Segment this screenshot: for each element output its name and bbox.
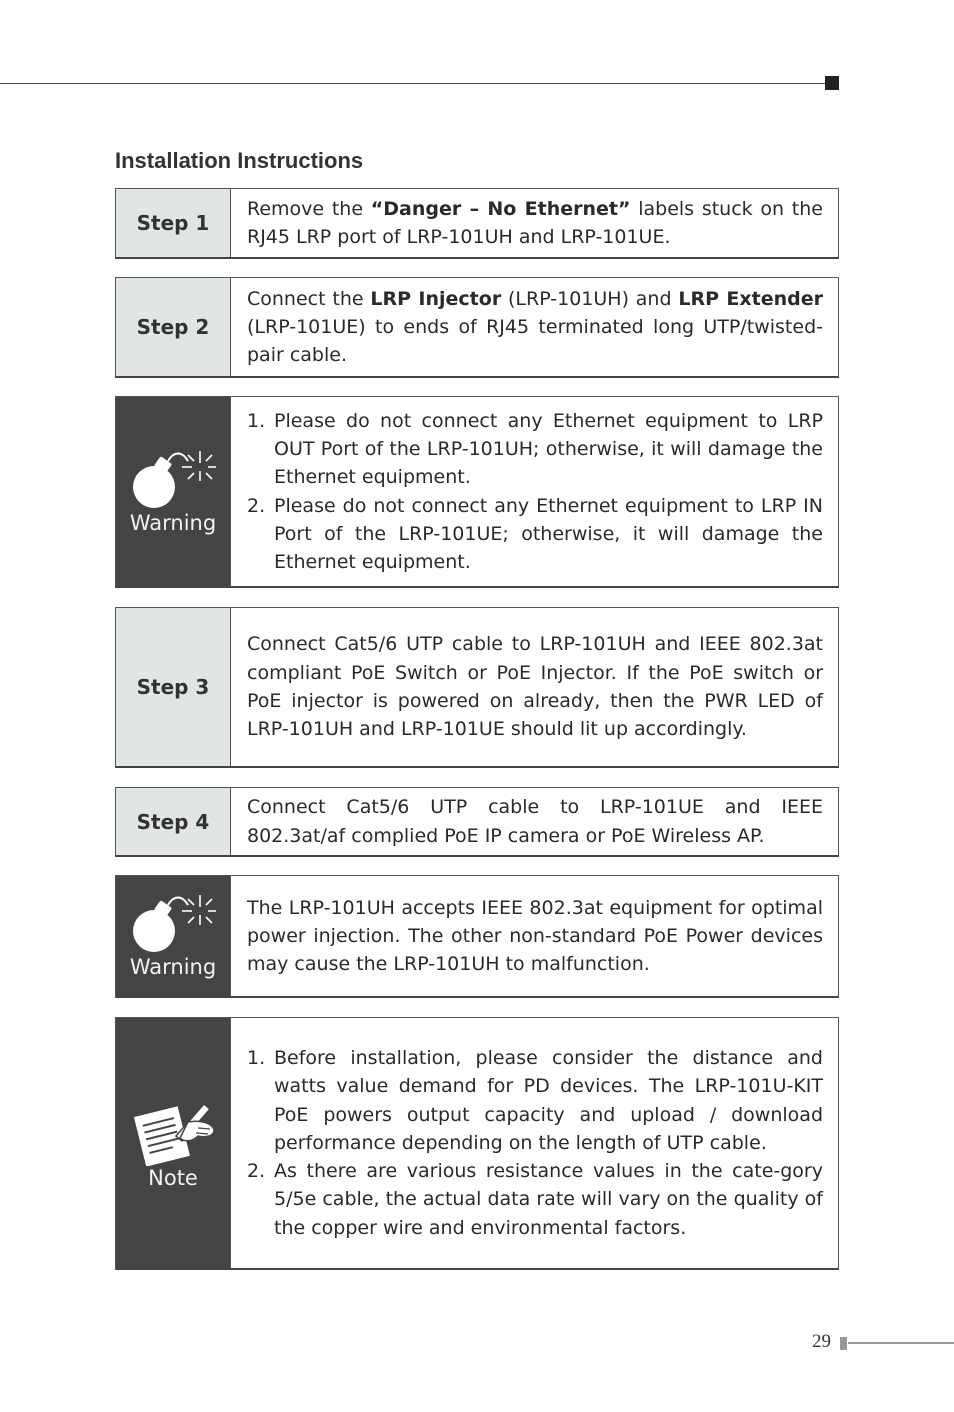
step-3-box	[115, 607, 839, 768]
note-label: Note	[148, 1166, 198, 1190]
step-2-box	[115, 277, 839, 378]
warning-1-label: Warning	[129, 510, 217, 535]
warning-1-icon-cell	[116, 397, 231, 586]
step-1-label: Step 1	[116, 189, 231, 257]
note-writing-icon	[128, 1096, 218, 1166]
page-number: 29	[812, 1331, 831, 1352]
footer-rule	[848, 1342, 954, 1344]
warning-1-box	[115, 396, 839, 588]
step-1-content: Remove the “Danger – No Ethernet” labels stuck on the RJ45 LRP port of LRP-101UH and LRP-101UE.	[247, 197, 823, 248]
note-box	[115, 1017, 839, 1270]
step-1-box	[115, 188, 839, 259]
header-square-marker	[825, 76, 839, 90]
note-icon-cell	[116, 1018, 231, 1268]
step-4-box	[115, 787, 839, 857]
section-title: Installation Instructions	[115, 148, 364, 173]
warning-1-list	[247, 407, 823, 577]
list-item: 1. Before installation, please consider the distance and watts value demand for PD devices. The LRP-101U-KIT PoE powers output capacity and upload / download performance depending on the length of UTP cable.	[247, 1046, 823, 1154]
note-list	[247, 1044, 823, 1242]
bomb-icon	[128, 449, 218, 511]
step-3-label: Step 3	[116, 608, 231, 766]
warning-1-content	[231, 397, 838, 586]
step-2-label: Step 2	[116, 278, 231, 376]
step-4-content: Connect Cat5/6 UTP cable to LRP-101UE and IEEE 802.3at/af complied PoE IP camera or PoE Wireless AP.	[247, 796, 823, 847]
list-item: 2. As there are various resistance values in the cate-gory 5/5e cable, the actual data rate will vary on the quality of the copper wire and environmental factors.	[247, 1160, 823, 1239]
step-4-label: Step 4	[116, 788, 231, 855]
bomb-icon	[128, 893, 218, 955]
list-item: 2. Please do not connect any Ethernet equipment to LRP IN Port of the LRP-101UE; otherwise, it will damage the Ethernet equipment.	[247, 494, 823, 574]
warning-2-box	[115, 875, 839, 998]
note-content	[231, 1018, 838, 1268]
step-3-content: Connect Cat5/6 UTP cable to LRP-101UH and IEEE 802.3at compliant PoE Switch or PoE Injector. If the PoE switch or PoE injector is powered on already, then the PWR LED of LRP-101UH and LRP-101UE should lit up accordingly.	[247, 633, 823, 741]
warning-2-icon-cell	[116, 876, 231, 996]
step-2-content: Connect the LRP Injector (LRP-101UH) and LRP Extender (LRP-101UE) to ends of RJ45 terminated long UTP/twisted-pair cable.	[247, 287, 823, 367]
footer-square-marker	[840, 1337, 847, 1350]
warning-2-content: The LRP-101UH accepts IEEE 802.3at equipment for optimal power injection. The other non-standard PoE Power devices may cause the LRP-101UH to malfunction.	[247, 896, 823, 976]
header-rule	[0, 83, 826, 84]
list-item: 1. Please do not connect any Ethernet equipment to LRP OUT Port of the LRP-101UH; otherwise, it will damage the Ethernet equipment.	[247, 409, 823, 489]
warning-2-label: Warning	[129, 955, 217, 979]
